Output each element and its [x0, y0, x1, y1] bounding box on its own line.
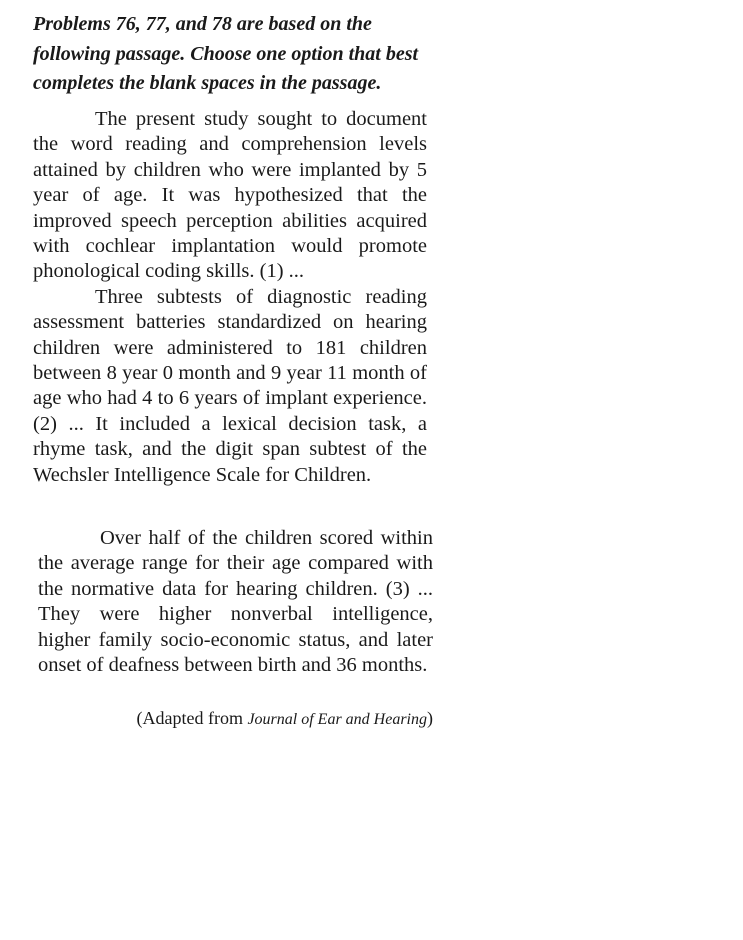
source-journal: Journal of Ear and Hearing — [247, 711, 427, 728]
passage-block-lower — [38, 526, 433, 678]
passage-paragraph-1: The present study sought to document the word reading and comprehension levels attained by children who were implanted by 5 year of age. It was hypothesized that the improved speech perception abilities acquired with cochlear implantation would promote phonological coding skills. (1) ... — [33, 108, 427, 283]
source-suffix: ) — [427, 708, 433, 728]
instruction-heading: Problems 76, 77, and 78 are based on the following passage. Choose one option that best completes the blank spaces in the passage. — [33, 13, 419, 94]
source-citation — [38, 705, 433, 733]
passage-paragraph-3: Over half of the children scored within the average range for their age compared with the normative data for hearing children. (3) ... They were higher nonverbal intelligence, higher family socio-economic status, and later onset of deafness between birth and 36 months. — [38, 527, 433, 677]
passage-block-upper — [33, 107, 427, 488]
passage-paragraph-2: Three subtests of diagnostic reading assessment batteries standardized on hearing children were administered to 181 children between 8 year 0 month and 9 year 11 month of age who had 4 to 6 years of implant experience. (2) ... It included a lexical decision task, a rhyme task, and the digit span subtest of the Wechsler Intelligence Scale for Children. — [33, 285, 427, 486]
source-prefix: (Adapted from — [136, 708, 248, 728]
